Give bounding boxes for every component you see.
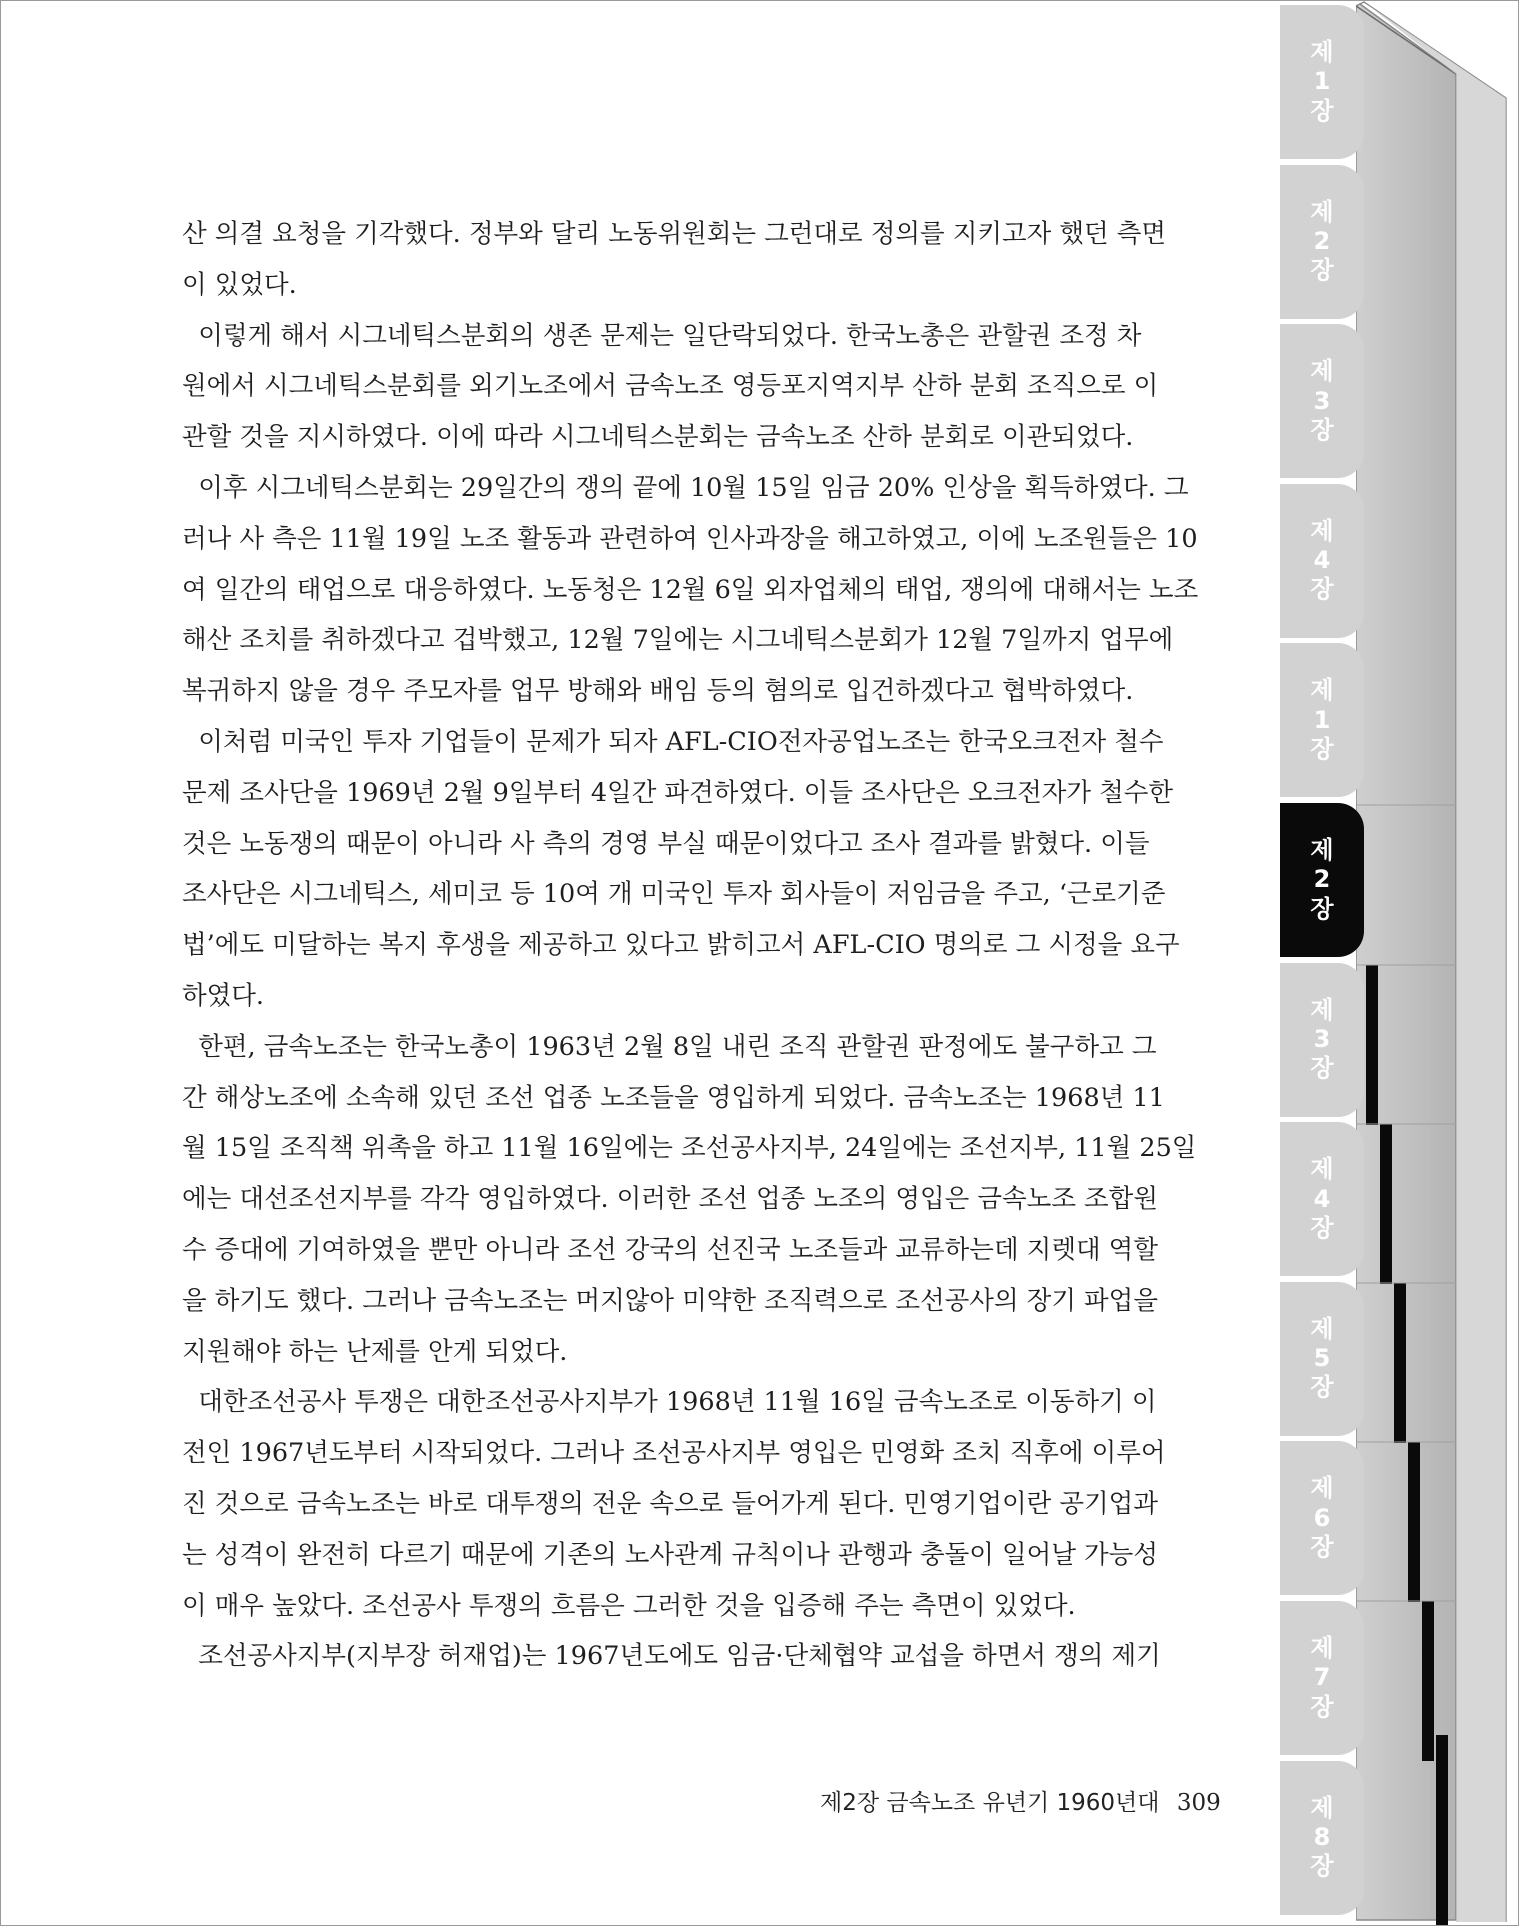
chapter-tab-suffix: 장 (1310, 735, 1334, 764)
chapter-tab-number: 6 (1313, 1503, 1331, 1532)
chapter-tab-suffix: 장 (1310, 415, 1334, 444)
text-line: 것은 노동쟁의 때문이 아니라 사 측의 경영 부실 때문이었다고 조사 결과를 밝혔다. 이들 (182, 828, 1150, 859)
chapter-tab-number: 4 (1313, 546, 1331, 575)
chapter-tab[interactable] (1280, 484, 1364, 638)
chapter-tab-suffix: 장 (1310, 1852, 1334, 1881)
chapter-tab-number: 5 (1313, 1344, 1331, 1373)
chapter-tab-suffix: 장 (1310, 256, 1334, 285)
chapter-tab-number: 8 (1313, 1822, 1331, 1851)
chapter-tab[interactable] (1280, 5, 1364, 159)
text-line: 수 증대에 기여하였을 뿐만 아니라 조선 강국의 선진국 노조들과 교류하는데 지렛대 역할 (182, 1235, 1158, 1265)
chapter-tab[interactable] (1280, 1761, 1364, 1915)
page-number: 309 (1176, 1790, 1221, 1816)
text-line: 조선공사지부(지부장 허재업)는 1967년도에도 임금·단체협약 교섭을 하면서 쟁의 제기 (182, 1641, 1161, 1672)
text-line: 문제 조사단을 1969년 2월 9일부터 4일간 파견하였다. 이들 조사단은 오크전자가 철수한 (182, 777, 1173, 808)
text-line: 복귀하지 않을 경우 주모자를 업무 방해와 배임 등의 혐의로 입건하겠다고 협박하였다. (182, 676, 1134, 707)
text-line: 간 해상노조에 소속해 있던 조선 업종 노조들을 영입하게 되었다. 금속노조는 1968년 11 (182, 1082, 1165, 1113)
chapter-tab-number: 2 (1313, 865, 1331, 894)
text-line: 이후 시그네틱스분회는 29일간의 쟁의 끝에 10월 15일 임금 20% 인상을 획득하였다. 그 (182, 473, 1189, 503)
chapter-tab-prefix: 제 (1310, 38, 1334, 67)
chapter-tab-number: 3 (1313, 1024, 1331, 1053)
chapter-tab-suffix: 장 (1310, 1213, 1334, 1242)
text-line: 이 매우 높았다. 조선공사 투쟁의 흐름은 그러한 것을 입증해 주는 측면이 있었다. (182, 1590, 1076, 1621)
text-line: 을 하기도 했다. 그러나 금속노조는 머지않아 미약한 조직력으로 조선공사의 장기 파업을 (182, 1285, 1158, 1316)
chapter-tab-prefix: 제 (1310, 836, 1334, 865)
text-line: 대한조선공사 투쟁은 대한조선공사지부가 1968년 11월 16일 금속노조로 이동하기 이 (182, 1387, 1157, 1418)
chapter-tab[interactable] (1280, 1282, 1364, 1436)
chapter-tab[interactable] (1280, 1441, 1364, 1595)
chapter-tab[interactable] (1280, 1601, 1364, 1755)
edge-marker (1366, 965, 1378, 1125)
text-line: 관할 것을 지시하였다. 이에 따라 시그네틱스분회는 금속노조 산하 분회로 이관되었다. (182, 422, 1134, 453)
text-line: 지원해야 하는 난제를 안게 되었다. (182, 1336, 568, 1367)
text-line: 원에서 시그네틱스분회를 외기노조에서 금속노조 영등포지역지부 산하 분회 조직으로 이 (182, 371, 1159, 402)
chapter-tab-number: 2 (1313, 226, 1331, 255)
chapter-tab-prefix: 제 (1310, 1793, 1334, 1822)
text-line: 는 성격이 완전히 다르기 때문에 기존의 노사관계 규칙이나 관행과 충돌이 일어날 가능성 (182, 1539, 1158, 1570)
chapter-tab-suffix: 장 (1310, 1054, 1334, 1083)
chapter-tab-prefix: 제 (1310, 1314, 1334, 1343)
text-line: 에는 대선조선지부를 각각 영입하였다. 이러한 조선 업종 노조의 영입은 금속노조 조합원 (182, 1184, 1158, 1215)
chapter-tab[interactable] (1280, 803, 1364, 957)
chapter-tab-suffix: 장 (1310, 1692, 1334, 1721)
chapter-tab-suffix: 장 (1310, 1373, 1334, 1402)
edge-marker (1408, 1442, 1420, 1602)
chapter-tab-prefix: 제 (1310, 197, 1334, 226)
text-line: 이처럼 미국인 투자 기업들이 문제가 되자 AFL-CIO전자공업노조는 한국오크전자 철수 (182, 727, 1164, 757)
chapter-tab-number: 3 (1313, 386, 1331, 415)
chapter-tab[interactable] (1280, 1122, 1364, 1276)
text-line: 이 있었다. (182, 269, 297, 300)
text-line: 법’에도 미달하는 복지 후생을 제공하고 있다고 밝히고서 AFL-CIO 명의로 그 시정을 요구 (182, 930, 1180, 961)
chapter-tab-suffix: 장 (1310, 894, 1334, 923)
chapter-tab-suffix: 장 (1310, 575, 1334, 604)
chapter-tab-prefix: 제 (1310, 1634, 1334, 1663)
text-line: 러나 사 측은 11월 19일 노조 활동과 관련하여 인사과장을 해고하였고, 이에 노조원들은 10 (182, 523, 1198, 554)
chapter-tab-prefix: 제 (1310, 1155, 1334, 1184)
chapter-tab[interactable] (1280, 963, 1364, 1117)
text-line: 해산 조치를 취하겠다고 겁박했고, 12월 7일에는 시그네틱스분회가 12월 7일까지 업무에 (182, 625, 1174, 656)
text-line: 조사단은 시그네틱스, 세미코 등 10여 개 미국인 투자 회사들이 저임금을 주고, ‘근로기준 (182, 879, 1166, 910)
chapter-tab-suffix: 장 (1310, 1533, 1334, 1562)
page-footer (820, 1784, 1221, 1817)
text-line: 여 일간의 태업으로 대응하였다. 노동청은 12월 6일 외자업체의 태업, 쟁의에 대해서는 노조 (182, 574, 1199, 605)
chapter-tab[interactable] (1280, 165, 1364, 319)
text-line: 산 의결 요청을 기각했다. 정부와 달리 노동위원회는 그런대로 정의를 지키고자 했던 측면 (182, 219, 1167, 249)
chapter-tab-prefix: 제 (1310, 995, 1334, 1024)
text-line: 이렇게 해서 시그네틱스분회의 생존 문제는 일단락되었다. 한국노총은 관할권 조정 차 (182, 320, 1142, 351)
edge-marker (1380, 1124, 1392, 1284)
chapter-tab-suffix: 장 (1310, 96, 1334, 125)
chapter-tab[interactable] (1280, 643, 1364, 797)
chapter-tab-prefix: 제 (1310, 357, 1334, 386)
chapter-tab-prefix: 제 (1310, 516, 1334, 545)
chapter-tab-prefix: 제 (1310, 676, 1334, 705)
edge-marker (1436, 1735, 1448, 1925)
text-line: 전인 1967년도부터 시작되었다. 그러나 조선공사지부 영입은 민영화 조치 직후에 이루어 (182, 1438, 1166, 1469)
chapter-tab-prefix: 제 (1310, 1474, 1334, 1503)
text-line: 한편, 금속노조는 한국노총이 1963년 2월 8일 내린 조직 관할권 판정에도 불구하고 그 (182, 1031, 1157, 1062)
chapter-tab-number: 7 (1313, 1663, 1331, 1692)
text-line: 하였다. (182, 981, 265, 1011)
text-line: 진 것으로 금속노조는 바로 대투쟁의 전운 속으로 들어가게 된다. 민영기업이란 공기업과 (182, 1489, 1158, 1519)
chapter-tab-number: 1 (1313, 67, 1331, 96)
edge-marker (1394, 1283, 1406, 1443)
text-line: 월 15일 조직책 위촉을 하고 11월 16일에는 조선공사지부, 24일에는 조선지부, 11월 25일 (182, 1133, 1197, 1164)
book-edge (1356, 0, 1519, 1926)
chapter-tab-number: 1 (1313, 705, 1331, 734)
chapter-tab-number: 4 (1313, 1184, 1331, 1213)
running-title: 제2장 금속노조 유년기 1960년대 (820, 1790, 1160, 1816)
chapter-tab[interactable] (1280, 324, 1364, 478)
edge-marker (1422, 1601, 1434, 1761)
